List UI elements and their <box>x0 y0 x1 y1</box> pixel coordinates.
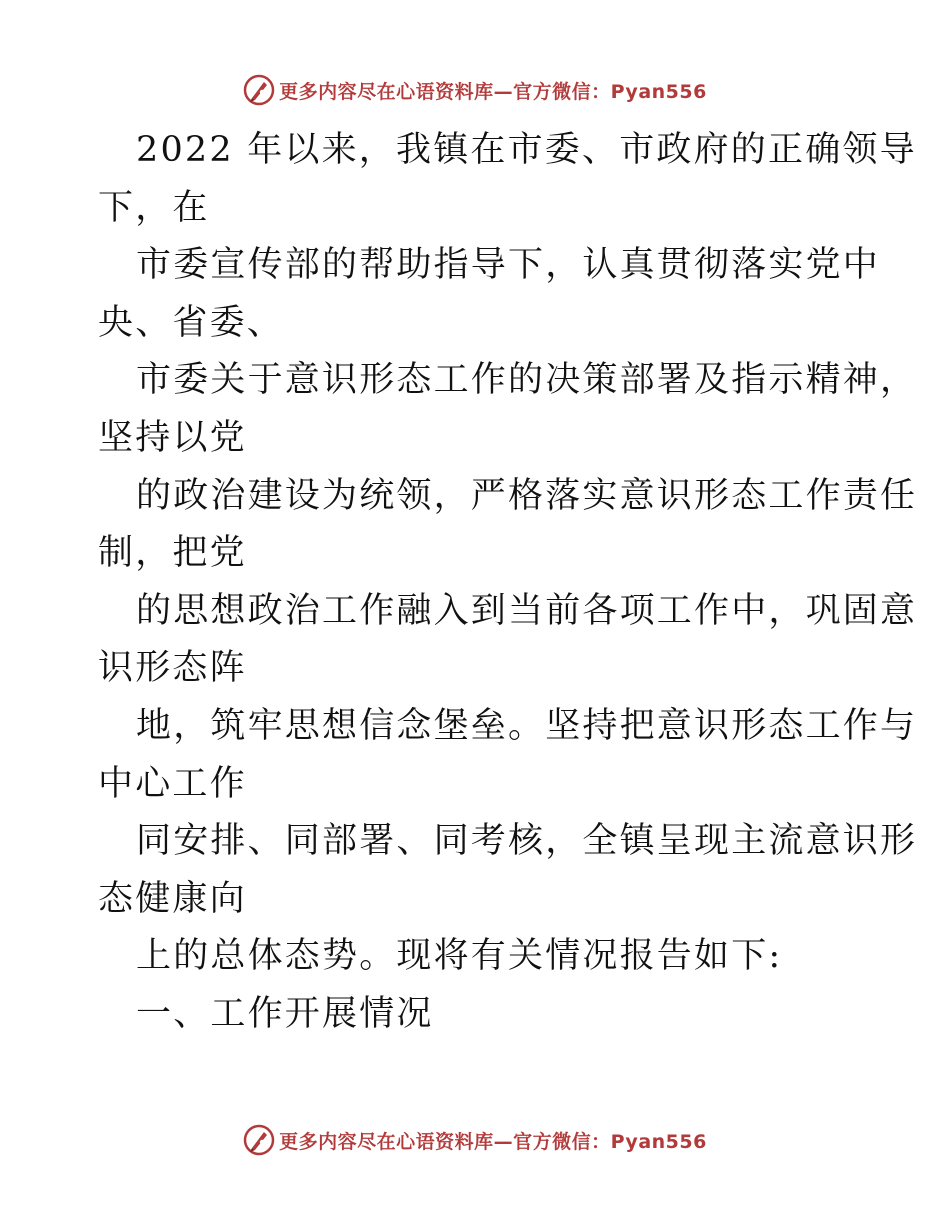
paragraph-line: 同安排、同部署、同考核，全镇呈现主流意识形 <box>136 821 918 862</box>
paragraph-line: 识形态阵 <box>98 648 247 689</box>
paragraph-line: 下，在 <box>98 187 210 228</box>
paragraph-line: 的思想政治工作融入到当前各项工作中，巩固意 <box>136 590 918 631</box>
section-heading: 一、工作开展情况 <box>136 993 434 1034</box>
paragraph-line: 2022 年以来，我镇在市委、市政府的正确领导 <box>136 130 917 170</box>
paragraph-line: 市委宣传部的帮助指导下，认真贯彻落实党中 <box>136 245 881 286</box>
banner-text: 更多内容尽在心语资料库—官方微信：Pyan556 <box>279 80 707 103</box>
paragraph-line: 制，把党 <box>98 533 247 574</box>
header-banner <box>0 70 950 110</box>
banner-text: 更多内容尽在心语资料库—官方微信：Pyan556 <box>279 1130 707 1153</box>
paragraph-line: 上的总体态势。现将有关情况报告如下: <box>136 936 783 977</box>
quill-pen-logo-icon <box>243 74 275 106</box>
paragraph-line: 央、省委、 <box>98 302 285 343</box>
footer-banner <box>0 1120 950 1160</box>
paragraph-line: 市委关于意识形态工作的决策部署及指示精神， <box>136 360 918 401</box>
document-body <box>98 122 918 1044</box>
paragraph-line: 的政治建设为统领，严格落实意识形态工作责任 <box>136 475 918 516</box>
paragraph-line: 坚持以党 <box>98 417 247 458</box>
quill-pen-logo-icon <box>243 1124 275 1156</box>
paragraph-line: 地，筑牢思想信念堡垒。坚持把意识形态工作与 <box>136 705 918 746</box>
paragraph-line: 态健康向 <box>98 878 247 919</box>
paragraph-line: 中心工作 <box>98 763 247 804</box>
